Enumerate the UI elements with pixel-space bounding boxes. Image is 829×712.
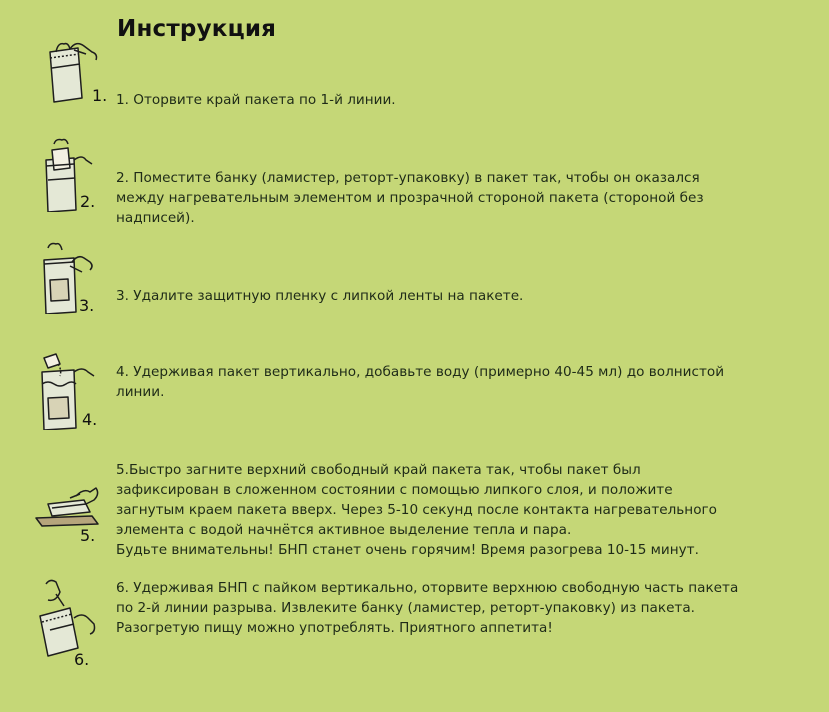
- step-6-number: 6.: [74, 650, 90, 669]
- step-5-text: 5.Быстро загните верхний свободный край пакета так, чтобы пакет был зафиксирован в сложенном состоянии с помощью липкого слоя, и положите загнутым краем пакета вверх. Через 5-10 секунд после контакта нагревательного элемента с водой начнётся активное выделение тепла и пара. Будьте внимательны! БНП станет очень горячим! Время разогрева 10-15 минут.: [116, 462, 717, 558]
- page-title: Инструкция: [117, 16, 277, 42]
- step-3-number: 3.: [79, 296, 95, 315]
- fold-packet-icon: [34, 476, 108, 530]
- step-1-text: 1. Оторвите край пакета по 1-й линии.: [116, 92, 396, 108]
- step-1-number: 1.: [92, 86, 108, 105]
- step-2-number: 2.: [80, 192, 96, 211]
- step-4-text: 4. Удерживая пакет вертикально, добавьте воду (примерно 40-45 мл) до волнистой линии.: [116, 364, 725, 400]
- step-5-illustration: [34, 476, 108, 530]
- step-2-text: 2. Поместите банку (ламистер, реторт-упаковку) в пакет так, чтобы он оказался между нагревательным элементом и прозрачной стороной пакета (стороной без надписей).: [116, 170, 704, 226]
- step-3-illustration: [34, 240, 108, 314]
- step-3-text: 3. Удалите защитную пленку с липкой ленты на пакете.: [116, 288, 524, 304]
- insert-can-icon: [34, 136, 108, 212]
- step-4-number: 4.: [82, 410, 98, 429]
- remove-film-icon: [34, 240, 108, 314]
- step-5-number: 5.: [80, 526, 96, 545]
- step-6-text: 6. Удерживая БНП с пайком вертикально, оторвите верхнюю свободную часть пакета по 2-й линии разрыва. Извлеките банку (ламистер, реторт-упаковку) из пакета. Разогретую пищу можно употреблять. Приятного аппетита!: [116, 580, 739, 636]
- open-packet-icon: [34, 578, 108, 662]
- step-2-illustration: [34, 136, 108, 212]
- step-6-illustration: [34, 578, 108, 662]
